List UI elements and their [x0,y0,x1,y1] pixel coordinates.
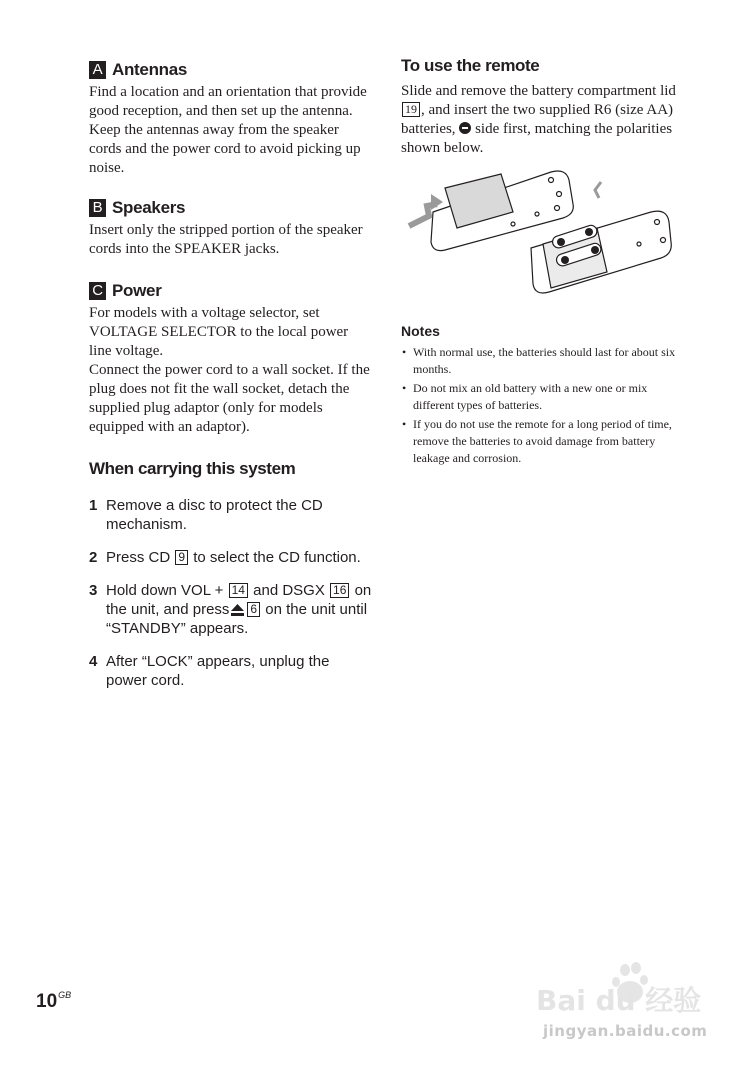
power-title: Power [112,281,162,300]
remote-heading: To use the remote [401,56,540,75]
carrying-steps [89,496,374,690]
section-letter-a: A [89,61,106,79]
step-text: Hold down VOL + 14 and DSGX 16 on the unit, and press 6 on the unit until “STANDBY” appears. [106,582,372,637]
eject-icon [231,604,244,616]
speakers-heading [89,198,374,218]
power-text: For models with a voltage selector, set VOLTAGE SELECTOR to the local power line voltage. [89,305,349,359]
cd-button-ref: 9 [175,550,188,565]
carrying-heading: When carrying this system [89,459,296,478]
watermark-url: jingyan.baidu.com [543,1022,708,1040]
page-suffix: GB [58,990,72,1000]
right-column [401,56,686,469]
section-letter-c: C [89,282,106,300]
remote-with-lid [431,171,573,251]
antennas-section [89,60,374,178]
speakers-section [89,198,374,259]
step-text: After “LOCK” appears, unplug the power cord. [106,653,330,689]
page-number: $10^{GB}$ [36,990,72,1012]
note-item: • If you do not use the remote for a long period of time, remove the batteries to avoid damage from battery leakage and corrosion. [401,416,686,467]
step-3 [89,581,374,638]
note-item: • With normal use, the batteries should last for about six months. [401,344,686,378]
baidu-watermark [530,960,720,1022]
step-number: 4 [89,653,98,670]
step-1 [89,496,374,534]
remote-with-batteries [531,211,671,293]
watermark-text: Bai du 经验 [536,984,702,1017]
antennas-title: Antennas [112,60,188,79]
power-text-2: Connect the power cord to a wall socket. If the plug does not fit the wall socket, detach the supplied plug adaptor (only for models equipped with an adaptor). [89,362,370,435]
step-number: 1 [89,497,98,514]
power-section [89,281,374,437]
speakers-title: Speakers [112,198,186,217]
speakers-text: Insert only the stripped portion of the speaker cords into the SPEAKER jacks. [89,222,363,257]
left-column [89,60,374,704]
notes-heading: Notes [401,323,440,339]
vol-plus-ref: 14 [229,583,248,598]
step-2 [89,548,374,567]
step-4 [89,652,374,690]
notes-list [401,344,686,467]
insert-arrow [595,182,601,198]
step-number: 2 [89,549,98,566]
dsgx-ref: 16 [330,583,349,598]
section-letter-b: B [89,199,106,217]
lid-ref: 19 [402,102,420,117]
antennas-text-2: Keep the antennas away from the speaker cords and the power cord to avoid picking up noise. [89,122,361,176]
power-heading [89,281,374,301]
eject-button-ref: 6 [247,602,260,617]
remote-text: Slide and remove the battery compartment lid 19 , and insert the two supplied R6 (size AA) batteries, side first, matching the polarities shown below. [401,83,676,156]
minus-icon [459,122,471,134]
step-text: Press CD 9 to select the CD function. [106,549,361,566]
note-item: • Do not mix an old battery with a new one or mix different types of batteries. [401,380,686,414]
remote-battery-illustration [401,168,676,298]
step-text: Remove a disc to protect the CD mechanism. [106,497,323,533]
antennas-heading [89,60,374,80]
antennas-text: Find a location and an orientation that provide good reception, and then set up the antenna. [89,84,367,119]
step-number: 3 [89,582,98,599]
